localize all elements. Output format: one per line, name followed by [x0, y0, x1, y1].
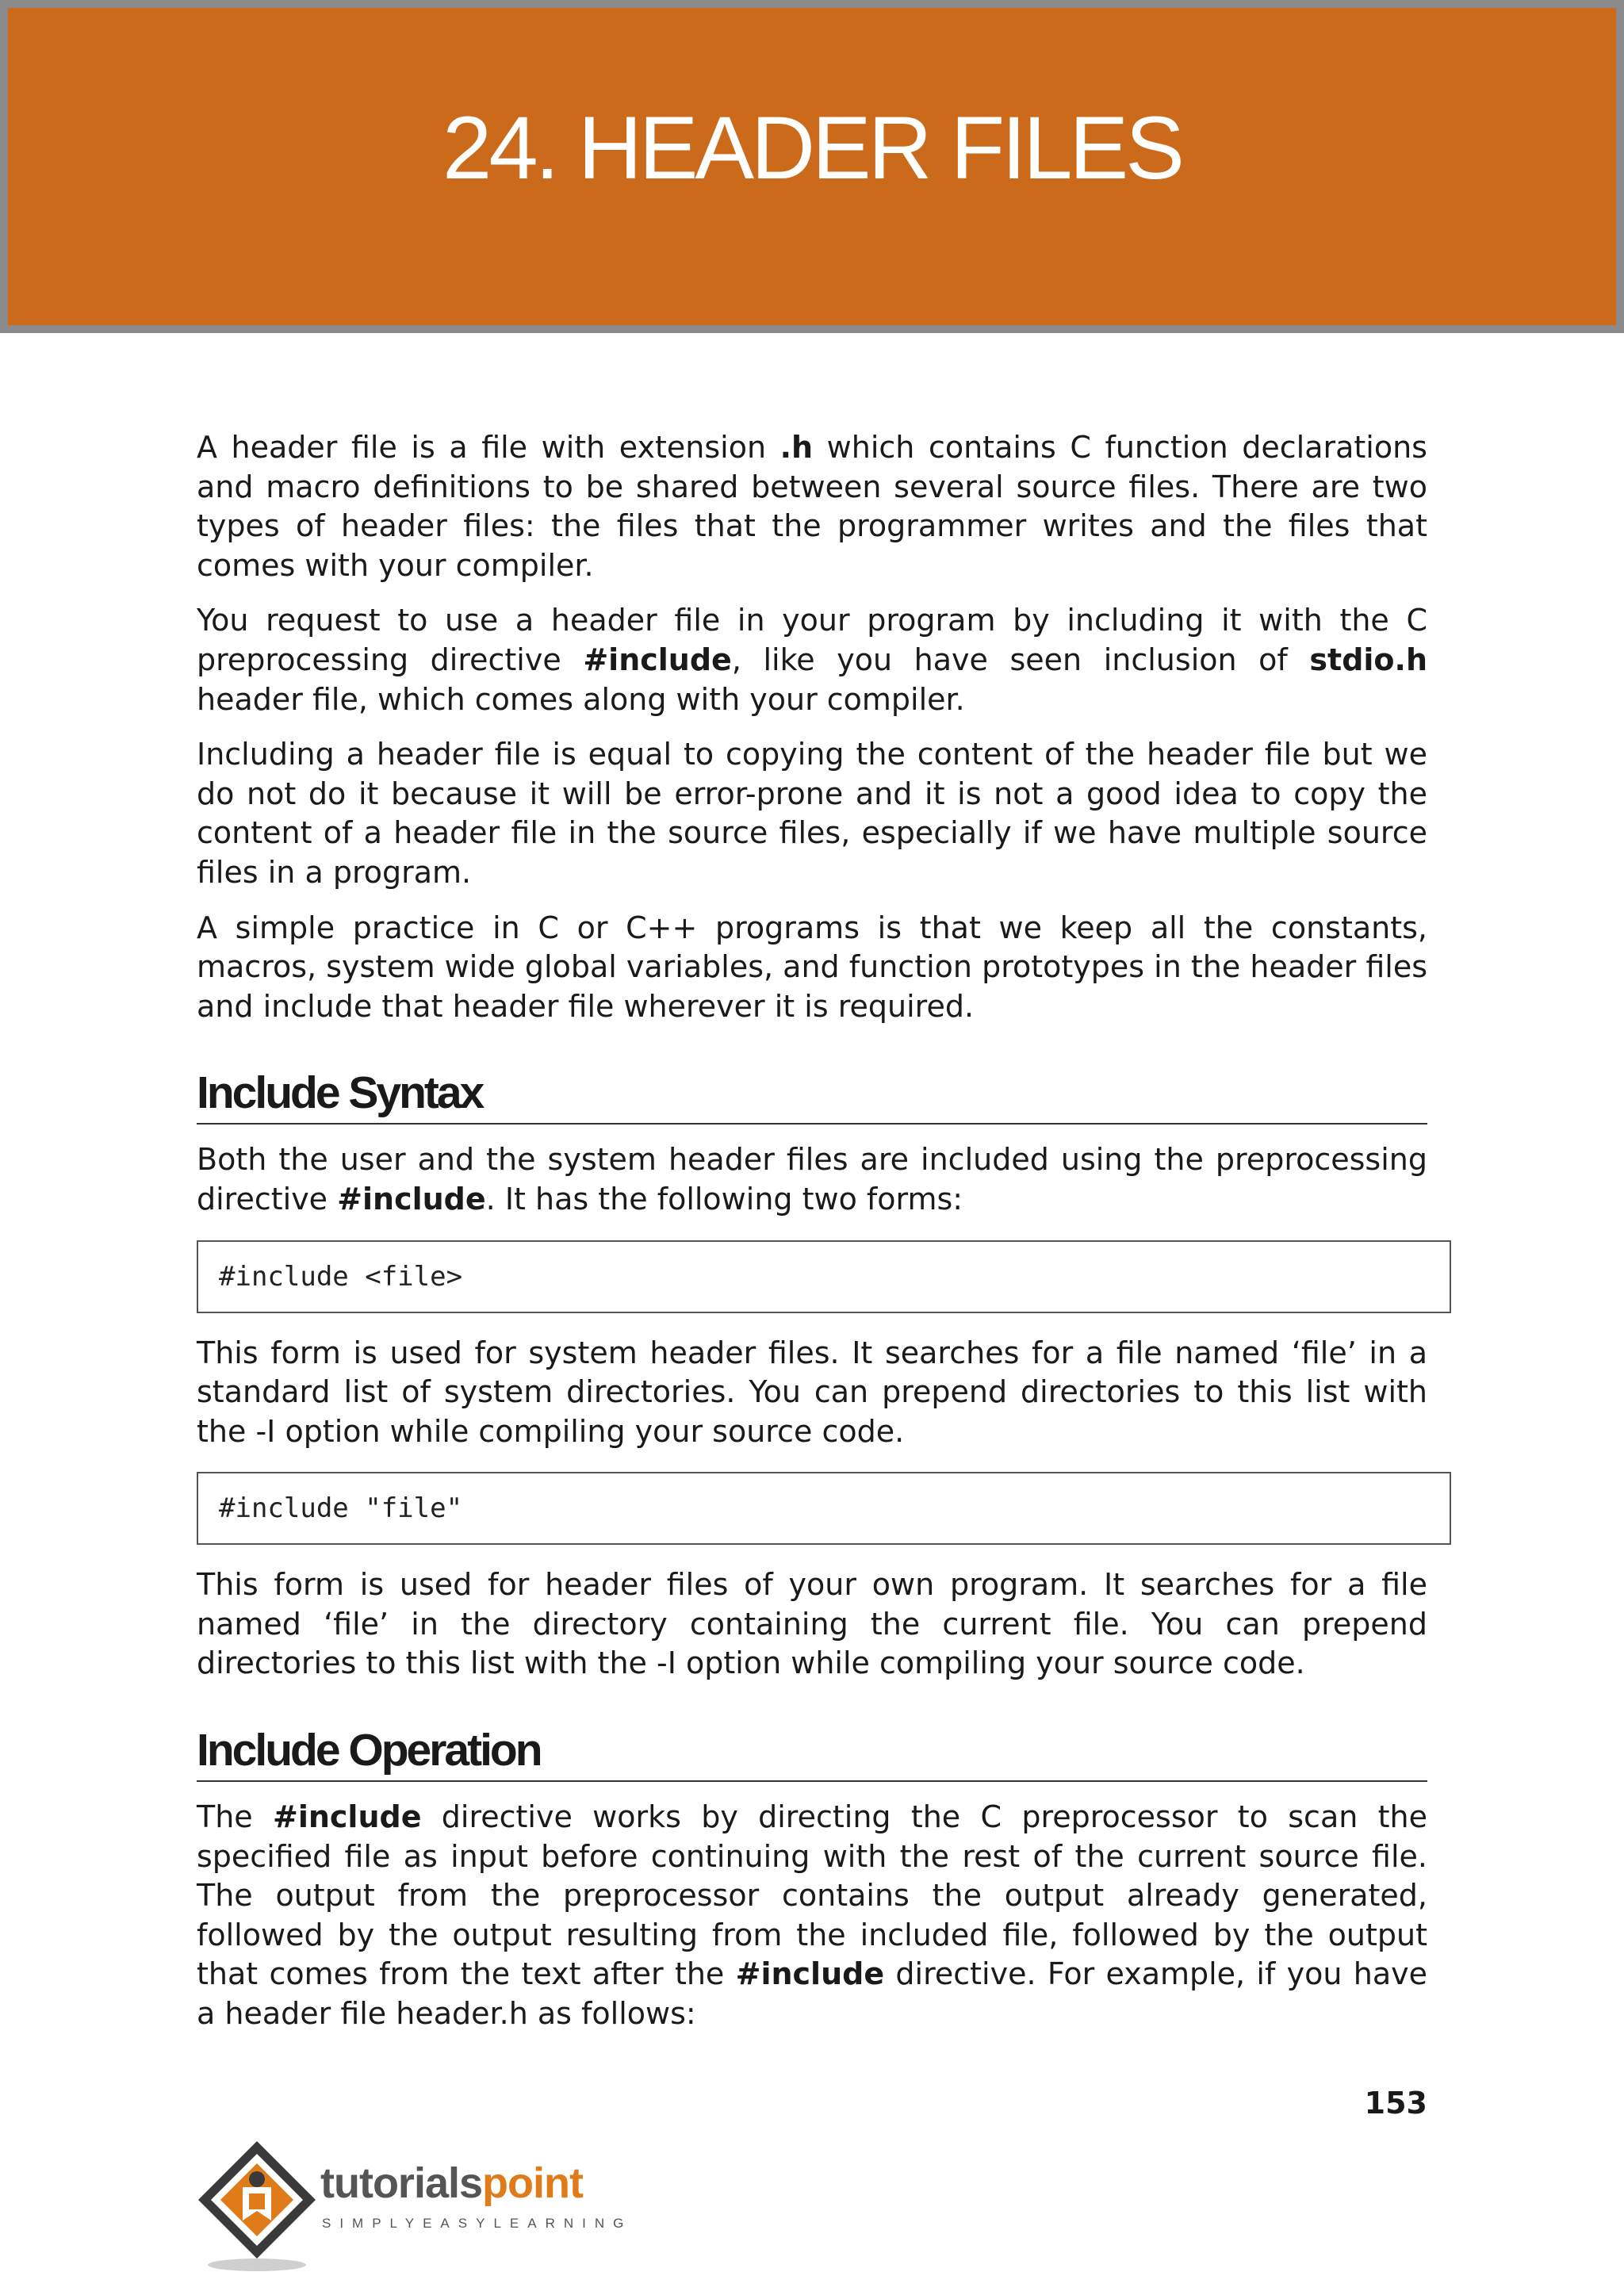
code-block-angle-include: #include <file>	[197, 1240, 1451, 1313]
paragraph-user-form: This form is used for header files of your own program. It searches for a file named ‘file’ in the directory containing the current file. You can prepend directories to this list with the -I option while compiling your source code.	[197, 1567, 1427, 1681]
bold-run: #include	[735, 1956, 885, 1992]
text-run: You request to use a header file in your program by including it with the C preprocessing directive	[197, 603, 1427, 677]
bold-run: #include	[272, 1799, 422, 1835]
code-block-quote-include: #include "file"	[197, 1472, 1451, 1545]
page-content	[197, 428, 1427, 2050]
bold-run: #include	[583, 642, 732, 677]
logo-word-accent: point	[482, 2159, 583, 2207]
logo-word-dark: tutorials	[320, 2159, 483, 2207]
text-run: directive works by directing the C preprocessor to scan the specified file as input before continuing with the rest of the current source file. The output from the preprocessor contains the output already generated, followed by the output resulting from the included file, followed by the output that comes from the text after the	[197, 1799, 1427, 1992]
logo-wordmark	[320, 2159, 583, 2208]
text-run: Both the user and the system header files are included using the preprocessing directive	[197, 1142, 1427, 1216]
logo-tagline: SIMPLYEASYLEARNING	[322, 2216, 633, 2231]
logo-diamond-icon	[195, 2138, 322, 2273]
paragraph-practice: A simple practice in C or C++ programs is that we keep all the constants, macros, system wide global variables, and function prototypes in the header files and include that header file wherever it is required.	[197, 910, 1427, 1024]
paragraph-system-form: This form is used for system header files. It searches for a file named ‘file’ in a standard list of system directories. You can prepend directories to this list with the -I option while compiling your source code.	[197, 1335, 1427, 1449]
bold-run: .h	[779, 430, 814, 465]
page-number: 153	[1364, 2086, 1427, 2121]
paragraph-operation	[197, 1798, 1427, 2034]
paragraph-intro	[197, 428, 1427, 585]
text-run: The	[197, 1799, 273, 1835]
paragraph-syntax-intro	[197, 1140, 1427, 1219]
paragraph-including: Including a header file is equal to copying the content of the header file but we do not do it because it will be error-prone and it is not a good idea to copy the content of a header file in the source files, especially if we have multiple source files in a program.	[197, 737, 1427, 890]
text-run: which contains C function declarations and macro definitions to be shared between several source files. There are two types of header files: the files that the programmer writes and the files that comes with your compiler.	[197, 430, 1427, 583]
heading-include-syntax: Include Syntax	[197, 1067, 1427, 1125]
text-run: directive. For example, if you have a header file header.h as follows:	[197, 1956, 1428, 2032]
text-run: header file, which comes along with your compiler.	[197, 681, 965, 717]
bold-run: #include	[337, 1181, 486, 1216]
text-run: , like you have seen inclusion of	[731, 642, 1310, 677]
text-run: . It has the following two forms:	[485, 1181, 963, 1216]
tutorialspoint-logo	[195, 2138, 639, 2273]
chapter-title: 24. HEADER FILES	[442, 98, 1182, 197]
bold-run: stdio.h	[1309, 642, 1428, 677]
heading-include-operation: Include Operation	[197, 1725, 1427, 1782]
paragraph-request	[197, 601, 1427, 719]
text-run: A header file is a file with extension	[197, 430, 780, 465]
chapter-banner	[0, 0, 1624, 333]
